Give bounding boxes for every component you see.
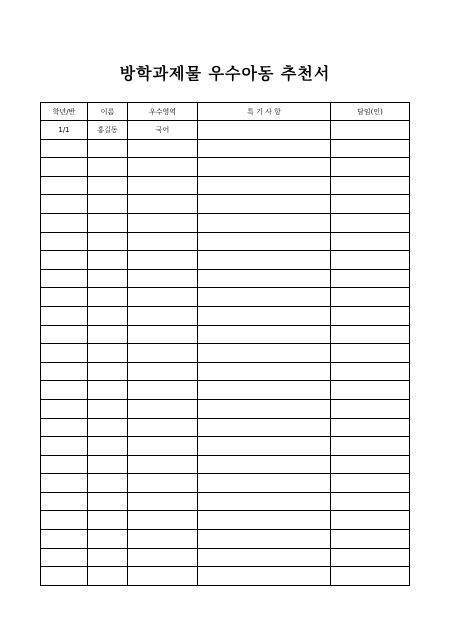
cell-excellent-area [128, 511, 198, 530]
cell-name [88, 176, 128, 195]
cell-special-notes [198, 399, 331, 418]
table-row [41, 269, 410, 288]
table-row [41, 176, 410, 195]
cell-homeroom-teacher [331, 176, 410, 195]
cell-name [88, 288, 128, 307]
recommendation-table [40, 102, 410, 586]
cell-name [88, 306, 128, 325]
cell-homeroom-teacher [331, 306, 410, 325]
cell-special-notes [198, 176, 331, 195]
cell-excellent-area: 국어 [128, 121, 198, 140]
cell-special-notes [198, 455, 331, 474]
table-row [41, 474, 410, 493]
cell-name [88, 139, 128, 158]
cell-name [88, 158, 128, 177]
cell-excellent-area [128, 176, 198, 195]
cell-grade-class [41, 288, 88, 307]
header-excellent-area: 우수영역 [128, 103, 198, 121]
table-row [41, 492, 410, 511]
cell-special-notes [198, 418, 331, 437]
table-row [41, 437, 410, 456]
cell-name: 홍길동 [88, 121, 128, 140]
table-body [41, 121, 410, 586]
cell-homeroom-teacher [331, 530, 410, 549]
cell-excellent-area [128, 381, 198, 400]
cell-homeroom-teacher [331, 325, 410, 344]
cell-excellent-area [128, 325, 198, 344]
cell-homeroom-teacher [331, 158, 410, 177]
cell-special-notes [198, 306, 331, 325]
cell-homeroom-teacher [331, 437, 410, 456]
header-name: 이름 [88, 103, 128, 121]
cell-grade-class [41, 437, 88, 456]
table-row [41, 325, 410, 344]
cell-homeroom-teacher [331, 121, 410, 140]
cell-grade-class [41, 492, 88, 511]
cell-grade-class [41, 158, 88, 177]
cell-name [88, 511, 128, 530]
table-row [41, 455, 410, 474]
cell-homeroom-teacher [331, 251, 410, 270]
cell-name [88, 437, 128, 456]
cell-homeroom-teacher [331, 213, 410, 232]
cell-excellent-area [128, 288, 198, 307]
header-homeroom-teacher: 담임(인) [331, 103, 410, 121]
table-row [41, 139, 410, 158]
cell-special-notes [198, 325, 331, 344]
cell-name [88, 492, 128, 511]
cell-special-notes [198, 213, 331, 232]
cell-excellent-area [128, 362, 198, 381]
cell-name [88, 530, 128, 549]
table-row [41, 195, 410, 214]
document-title: 방학과제물 우수아동 추천서 [119, 64, 331, 83]
cell-grade-class [41, 232, 88, 251]
cell-name [88, 567, 128, 586]
header-grade-class: 학년/반 [41, 103, 88, 121]
cell-name [88, 344, 128, 363]
cell-grade-class [41, 251, 88, 270]
cell-special-notes [198, 344, 331, 363]
cell-grade-class: 1/1 [41, 121, 88, 140]
cell-excellent-area [128, 455, 198, 474]
cell-homeroom-teacher [331, 269, 410, 288]
cell-homeroom-teacher [331, 511, 410, 530]
cell-homeroom-teacher [331, 418, 410, 437]
cell-excellent-area [128, 567, 198, 586]
cell-name [88, 418, 128, 437]
cell-special-notes [198, 474, 331, 493]
cell-grade-class [41, 567, 88, 586]
cell-excellent-area [128, 474, 198, 493]
cell-grade-class [41, 344, 88, 363]
cell-special-notes [198, 437, 331, 456]
cell-homeroom-teacher [331, 362, 410, 381]
cell-homeroom-teacher [331, 455, 410, 474]
cell-homeroom-teacher [331, 492, 410, 511]
cell-excellent-area [128, 344, 198, 363]
cell-name [88, 455, 128, 474]
cell-excellent-area [128, 548, 198, 567]
cell-special-notes [198, 567, 331, 586]
table-row [41, 567, 410, 586]
cell-special-notes [198, 251, 331, 270]
cell-excellent-area [128, 530, 198, 549]
cell-excellent-area [128, 213, 198, 232]
cell-name [88, 362, 128, 381]
cell-homeroom-teacher [331, 474, 410, 493]
cell-special-notes [198, 288, 331, 307]
cell-special-notes [198, 158, 331, 177]
cell-special-notes [198, 362, 331, 381]
cell-excellent-area [128, 492, 198, 511]
cell-grade-class [41, 381, 88, 400]
table-row [41, 251, 410, 270]
cell-homeroom-teacher [331, 381, 410, 400]
cell-grade-class [41, 399, 88, 418]
cell-name [88, 269, 128, 288]
cell-grade-class [41, 474, 88, 493]
header-row [41, 103, 410, 121]
cell-homeroom-teacher [331, 195, 410, 214]
cell-name [88, 381, 128, 400]
cell-special-notes [198, 530, 331, 549]
table-row [41, 530, 410, 549]
cell-homeroom-teacher [331, 344, 410, 363]
table-row [41, 232, 410, 251]
cell-homeroom-teacher [331, 567, 410, 586]
cell-special-notes [198, 139, 331, 158]
cell-grade-class [41, 455, 88, 474]
table-row [41, 213, 410, 232]
cell-homeroom-teacher [331, 548, 410, 567]
cell-excellent-area [128, 232, 198, 251]
table-row [41, 399, 410, 418]
cell-name [88, 325, 128, 344]
cell-excellent-area [128, 437, 198, 456]
cell-grade-class [41, 418, 88, 437]
cell-excellent-area [128, 418, 198, 437]
cell-grade-class [41, 530, 88, 549]
table-row [41, 418, 410, 437]
cell-excellent-area [128, 399, 198, 418]
cell-excellent-area [128, 139, 198, 158]
cell-grade-class [41, 195, 88, 214]
cell-special-notes [198, 381, 331, 400]
cell-excellent-area [128, 306, 198, 325]
cell-name [88, 399, 128, 418]
table-header [41, 103, 410, 121]
cell-name [88, 232, 128, 251]
cell-grade-class [41, 176, 88, 195]
cell-grade-class [41, 269, 88, 288]
table-row [41, 362, 410, 381]
cell-grade-class [41, 548, 88, 567]
cell-excellent-area [128, 251, 198, 270]
cell-homeroom-teacher [331, 139, 410, 158]
cell-name [88, 548, 128, 567]
cell-name [88, 251, 128, 270]
cell-name [88, 213, 128, 232]
cell-name [88, 195, 128, 214]
cell-name [88, 474, 128, 493]
table-row [41, 288, 410, 307]
cell-special-notes [198, 121, 331, 140]
cell-excellent-area [128, 158, 198, 177]
table-row [41, 548, 410, 567]
cell-grade-class [41, 511, 88, 530]
cell-special-notes [198, 269, 331, 288]
cell-excellent-area [128, 195, 198, 214]
cell-grade-class [41, 325, 88, 344]
cell-grade-class [41, 213, 88, 232]
table-row [41, 158, 410, 177]
table-row [41, 511, 410, 530]
cell-grade-class [41, 139, 88, 158]
cell-special-notes [198, 492, 331, 511]
cell-special-notes [198, 511, 331, 530]
table-row [41, 344, 410, 363]
cell-homeroom-teacher [331, 232, 410, 251]
cell-special-notes [198, 232, 331, 251]
cell-special-notes [198, 548, 331, 567]
table-row [41, 306, 410, 325]
cell-special-notes [198, 195, 331, 214]
table-row [41, 121, 410, 140]
cell-homeroom-teacher [331, 288, 410, 307]
cell-homeroom-teacher [331, 399, 410, 418]
table-row [41, 381, 410, 400]
cell-grade-class [41, 362, 88, 381]
header-special-notes: 특 기 사 항 [198, 103, 331, 121]
cell-grade-class [41, 306, 88, 325]
cell-excellent-area [128, 269, 198, 288]
